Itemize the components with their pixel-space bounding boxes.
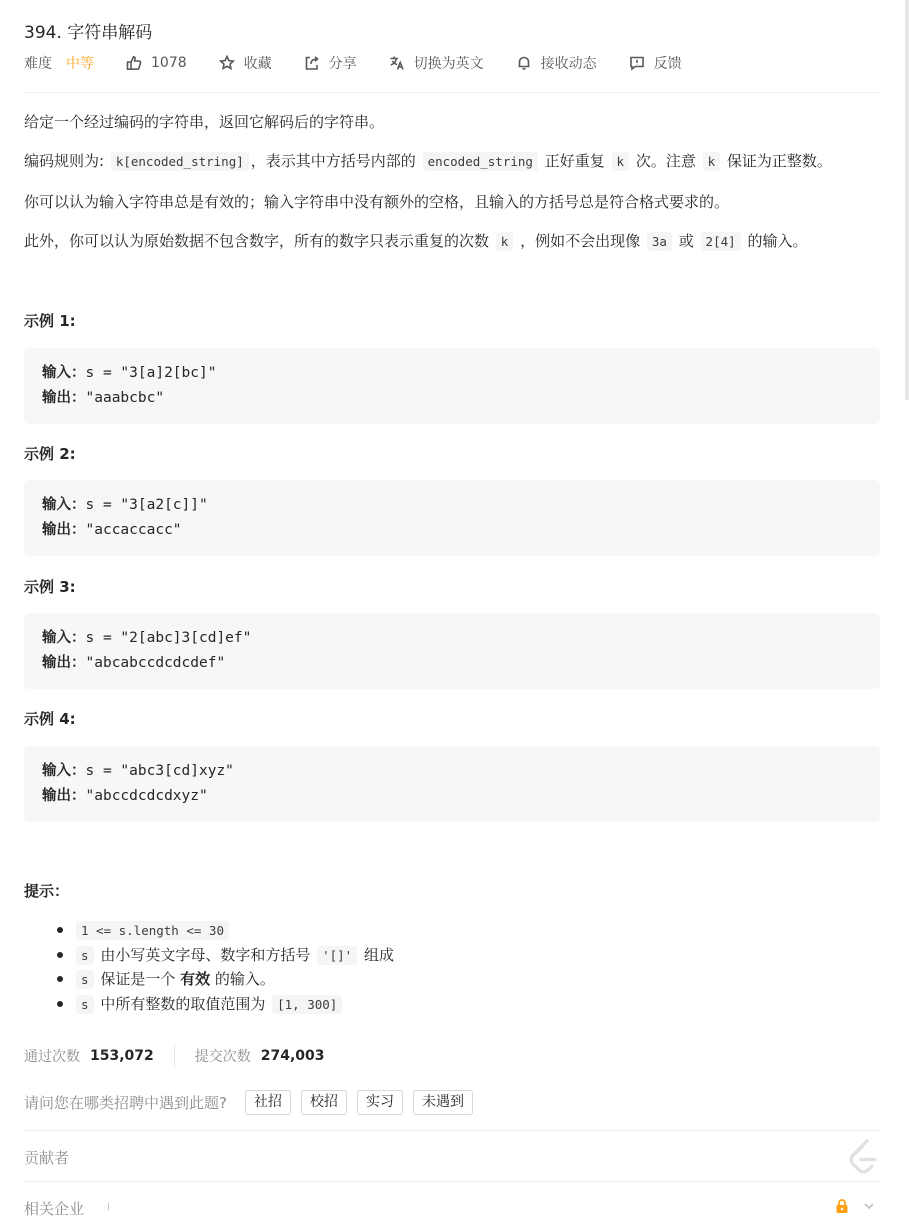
favorite-label: 收藏: [243, 56, 272, 72]
info-icon: i: [107, 1200, 111, 1213]
output-value: "abccdcdcdxyz": [85, 788, 208, 804]
text: 此外，你可以认为原始数据不包含数字，所有的数字只表示重复的次数: [24, 232, 490, 250]
inline-code: 2[4]: [701, 232, 741, 251]
problem-meta-bar: [24, 52, 714, 74]
output-value: "abcabccdcdcdef": [85, 655, 226, 671]
submissions-label: 提交次数: [194, 1049, 251, 1065]
difficulty-badge: 中等: [66, 56, 94, 72]
inline-code: '[]': [317, 946, 357, 965]
recruit-option-internship[interactable]: 实习: [357, 1090, 403, 1115]
input-label: 输入：: [42, 630, 86, 646]
output-label: 输出：: [42, 655, 86, 671]
text: 或: [678, 232, 694, 250]
inline-code: 3a: [647, 232, 672, 251]
page-title: 394. 字符串解码: [24, 23, 153, 43]
inline-code: 1 <= s.length <= 30: [76, 921, 229, 940]
share-icon: [304, 55, 320, 71]
inline-code: [1, 300]: [272, 995, 342, 1014]
translate-icon: [389, 55, 405, 71]
output-value: "accaccacc": [85, 522, 182, 538]
text: 组成: [364, 945, 395, 964]
text: ，表示其中方括号内部的: [250, 152, 416, 170]
hints-title: 提示：: [24, 882, 70, 900]
example-output: [42, 518, 182, 542]
submissions-count: 274,003: [260, 1048, 325, 1064]
recruit-question: 请问您在哪类招聘中遇到此题?: [24, 1094, 227, 1112]
text: 中所有整数的取值范围为: [100, 994, 266, 1013]
inline-code: s: [76, 995, 94, 1014]
text: 的输入。: [747, 232, 808, 250]
chevron-down-icon[interactable]: [862, 1199, 876, 1213]
list-item: [24, 943, 394, 968]
inline-code: k[encoded_string]: [111, 152, 249, 171]
favorite-button[interactable]: [219, 53, 272, 73]
contributors-label[interactable]: 贡献者: [24, 1149, 70, 1167]
example-box: [24, 613, 880, 689]
inline-code: encoded_string: [423, 152, 538, 171]
text: 保证为正整数。: [726, 152, 832, 170]
text: 正好重复: [544, 152, 605, 170]
text: 次。注意: [635, 152, 696, 170]
description-p3: 你可以认为输入字符串总是有效的；输入字符串中没有额外的空格，且输入的方括号总是符合格式要求的。: [24, 193, 730, 211]
leetcode-logo-icon: [847, 1138, 879, 1176]
inline-code: s: [76, 946, 94, 965]
stats-divider: [174, 1045, 175, 1067]
text: 由小写英文字母、数字和方括号: [100, 945, 311, 964]
text: 编码规则为:: [24, 152, 109, 170]
description-p2: [24, 149, 832, 174]
list-item: [24, 967, 394, 992]
switch-language-label: 切换为英文: [413, 56, 484, 72]
submission-stats: [24, 1046, 325, 1066]
input-label: 输入：: [42, 365, 86, 381]
feedback-button[interactable]: [629, 53, 682, 73]
list-item: [24, 992, 394, 1017]
example-input: [42, 361, 216, 385]
thumbs-up-icon: [126, 55, 142, 71]
description-p1: 给定一个经过编码的字符串，返回它解码后的字符串。: [24, 113, 385, 131]
notify-label: 接收动态: [540, 56, 597, 72]
example-box: [24, 348, 880, 424]
related-companies-label[interactable]: 相关企业: [24, 1200, 85, 1218]
list-item: [24, 918, 394, 943]
like-count: 1078: [151, 55, 187, 71]
example-box: [24, 746, 880, 822]
example-box: [24, 480, 880, 556]
output-value: "aaabcbc": [85, 390, 165, 406]
accepted-label: 通过次数: [24, 1049, 80, 1065]
description-p4: [24, 229, 807, 254]
example-title: 示例 3:: [24, 578, 76, 596]
divider: [24, 1130, 880, 1131]
divider: [24, 1181, 880, 1182]
header-divider: [24, 92, 880, 93]
share-label: 分享: [328, 56, 357, 72]
example-title: 示例 4:: [24, 710, 76, 728]
inline-code: k: [703, 152, 721, 171]
recruit-option-not-encountered[interactable]: 未遇到: [413, 1090, 473, 1115]
example-title: 示例 1:: [24, 312, 76, 330]
text: 保证是一个: [100, 970, 176, 988]
star-icon: [219, 55, 235, 71]
text: ，例如不会出现像: [520, 232, 641, 250]
feedback-icon: [629, 55, 645, 71]
input-label: 输入：: [42, 497, 86, 513]
lock-icon: [834, 1198, 850, 1214]
inline-code: s: [76, 970, 94, 989]
share-button[interactable]: [304, 53, 357, 73]
hints-list: [24, 918, 394, 1016]
output-label: 输出：: [42, 788, 86, 804]
input-value: s = "3[a2[c]]": [85, 497, 208, 513]
example-input: [42, 493, 208, 517]
output-label: 输出：: [42, 522, 86, 538]
inline-code: k: [496, 232, 514, 251]
switch-language-button[interactable]: [389, 53, 484, 73]
notify-button[interactable]: [516, 53, 597, 73]
example-title: 示例 2:: [24, 445, 76, 463]
bell-icon: [516, 55, 532, 71]
difficulty-label: 难度: [24, 56, 52, 72]
text: 的输入。: [214, 970, 275, 988]
like-button[interactable]: [126, 55, 187, 71]
output-label: 输出：: [42, 390, 86, 406]
example-output: [42, 784, 208, 808]
example-output: [42, 386, 164, 410]
recruit-option-campus[interactable]: 校招: [301, 1090, 347, 1115]
input-value: s = "3[a]2[bc]": [85, 365, 217, 381]
input-value: s = "abc3[cd]xyz": [85, 763, 234, 779]
input-label: 输入：: [42, 763, 86, 779]
bold-text: 有效: [180, 970, 211, 988]
example-output: [42, 651, 225, 675]
example-input: [42, 759, 234, 783]
feedback-label: 反馈: [653, 56, 682, 72]
inline-code: k: [612, 152, 630, 171]
scrollbar[interactable]: [905, 0, 909, 400]
example-input: [42, 626, 251, 650]
accepted-count: 153,072: [90, 1048, 154, 1064]
recruit-option-social[interactable]: 社招: [245, 1090, 291, 1115]
recruit-question-row: [24, 1090, 483, 1115]
input-value: s = "2[abc]3[cd]ef": [85, 630, 252, 646]
